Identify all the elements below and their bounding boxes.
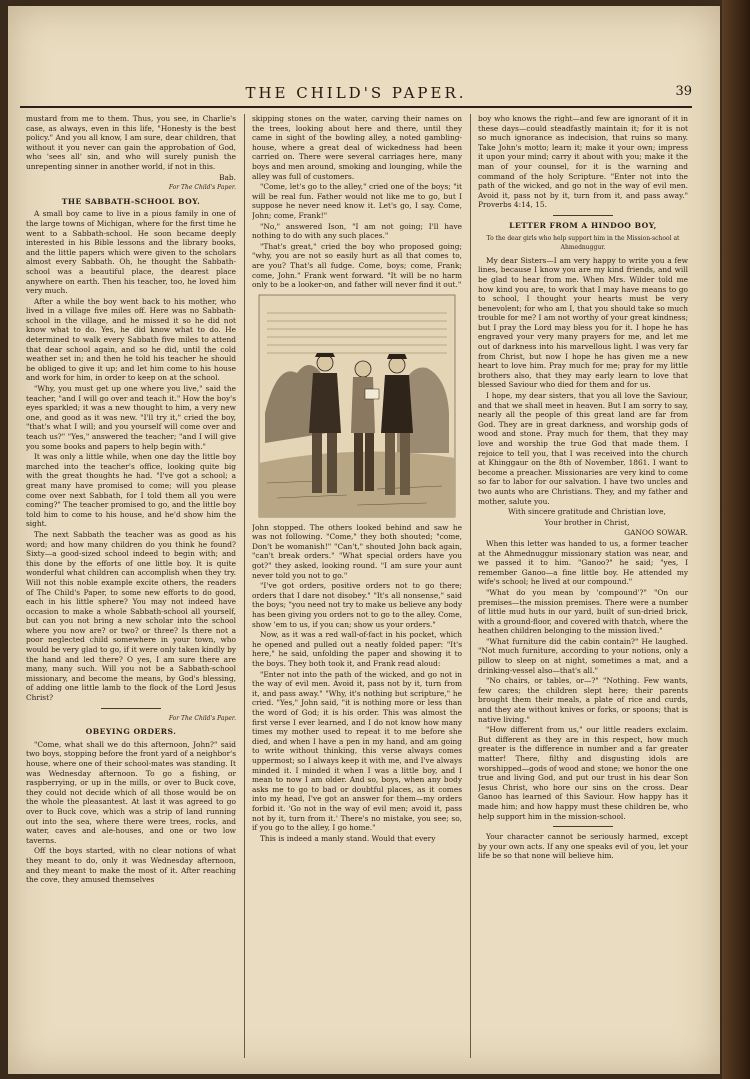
column-rule [244,114,245,1058]
footer-note: Your character cannot be seriously harmed, except by your own acts. If any one speaks evil of you, let your life be so that none will believe him. [478,832,688,861]
section-divider [553,215,613,216]
letter-subtitle: To the dear girls who help support him in the Mission-school at Ahmednuggur. [486,234,680,252]
column-rule [470,114,471,1058]
story-paragraph: This is indeed a manly stand. Would that every [260,833,436,843]
column-1 [26,114,236,1058]
story-title: OBEYING ORDERS. [85,727,177,737]
masthead-title: THE CHILD'S PAPER. [245,84,467,102]
intro-signature: Bab. [219,172,236,182]
story-paragraph: boy who knows the right—and few are ignorant of it in these days—could steadfastly maintain it; for it is not so much ignorance as indecision, that ruins so many. Take John's motto; learn it; make it your own; impress it upon your mind; carry it about with you; make it the man of your counsel, for it is the warning and command of the holy Scripture. "Enter not into the path of the wicked, and go not in the way of evil men. Avoid it, pass not by it, turn from it, and pass away." Proverbs 4:14, 15. [478,114,688,210]
story-paragraph: "I've got orders, positive orders not to go there; orders that I dare not disobey." "It's all nonsense," said the boys; "you need not try to make us believe any body has been giving you orders not to go to the alley. Come, show 'em to us, if you can; show us your orders." [252,581,462,629]
story-paragraph: "Why, you must get up one where you live," said the teacher, "and I will go over and teach it." How the boy's eyes sparkled; it was a new thought to him, a very new one, and good as it was new. "I'll try it," cried the boy, "that's what I will; and you yourself will come over and teach us?" "Yes," answered the teacher; "and I will give you some books and papers to help begin with." [26,384,236,451]
intro-paragraph: mustard from me to them. Thus, you see, in Charlie's case, as always, even in this life, "Honesty is the best policy." And you all know, I am sure, dear children, that without it you never can gain the approbation of God, who 'sees all' sin, and who will surely punish the unrepenting sinner in another world, if not in this. [26,114,236,171]
story-paragraph: Off the boys started, with no clear notions of what they meant to do, only it was Wednesday afternoon, and they meant to make the most of it. After reaching the cove, they amused themselves [26,846,236,885]
story-paragraph: "No," answered Ison, "I am not going; I'll have nothing to do with any such places." [252,221,462,241]
story-paragraph: The next Sabbath the teacher was as good as his word; and how many children do you think he found? Sixty—a good-sized school indeed to begin with; and this done by the efforts of one little boy. It is quite wonderful what children can accomplish when they try. Will not this noble example excite others, the readers of The Child's Paper, to some new efforts to do good, each in his little sphere? You may not indeed have occasion to make a whole Sabbath-school all yourself, but can you not bring a new scholar into the school where you now are? or two? or three? Is there not a poor neglected child somewhere in your town, who would be very glad to go, if it were only taken kindly by the hand and led there? O yes, I am sure there are many, many such. Will you not be a Sabbath-school missionary, and become the means, by God's blessing, of adding one little lamb to the flock of the Lord Jesus Christ? [26,529,236,703]
page-number: 39 [675,84,692,99]
story-title: THE SABBATH-SCHOOL BOY. [61,196,201,206]
story-paragraph: "How different from us," our little readers exclaim. But different as they are in this respect, how much greater is the difference in number and a far greater matter! There, filthy and disgusting idols are worshipped—gods of wood and stone; we honor the one true and living God, and put our trust in his dear Son Jesus Christ, who bore our sins on the cross. Dear Ganoo has learned of this Saviour. How happy has it made him; and how happy must these children be, who help support him in the mission-school. [478,725,688,821]
credit-line: For The Child's Paper. [168,184,236,192]
story-paragraph: Now, as it was a red wall-of-fact in his pocket, which he opened and pulled out a neatly folded paper: "It's here," he said, unfolding the paper and showing it to the boys. They both took it, and Frank read aloud: [252,630,462,668]
engraving-illustration [257,293,457,519]
section-divider [553,826,613,827]
story-paragraph: "Enter not into the path of the wicked, and go not in the way of evil men. Avoid it, pass not by it, turn from it, and pass away." "Why, it's nothing but scripture," he cried. "Yes," John said, "it is nothing more or less than the word of God; it is his order. This was almost the first verse I ever learned, and I do not know how many times my mother used to repeat it to me before she died, and when I have a pen in my hand, and am going to write without thinking, this verse always comes uppermost; so I always keep it with me, and I've always minded it. I minded it when I was a little boy, and I mean to now I am older. And so, boys, when any body asks me to go to bad or doubtful places, as it comes into my head, I've got an answer for them—my orders forbid it. 'Go not in the way of evil men; avoid it, pass not by it, turn from it.' There's no mistake, you see; so, if you go to the alley, I go home." [252,669,462,833]
section-divider [101,708,161,709]
story-paragraph: A small boy came to live in a pious family in one of the large towns of Michigan, where for the first time he went to a Sabbath-school. He soon became deeply interested in his Bible lessons and the library books, and the little papers which were given to the scholars almost every Sabbath. Oh, he thought the Sabbath-school was a beautiful place, the dearest place anywhere on earth. Then his teacher, too, he loved him very much. [26,209,236,296]
column-3 [478,114,688,1058]
story-paragraph: "No chairs, or tables, or—?" "Nothing. Few wants, few cares; the children slept here; their parents brought them their meals, a plate of rice and curds, and they ate without knives or forks, or spoons; that is native living." [478,676,688,724]
page-header [20,84,692,106]
story-paragraph: It was only a little while, when one day the little boy marched into the teacher's office, looking quite big with the great thoughts he had. "I've got a school; a great many have promised to come; will you please come over next Sabbath, for I told them all you were coming?" The teacher promised to go, and the little boy told him to come to his house, and he'd show him the sight. [26,452,236,529]
header-rule [20,106,692,108]
story-paragraph: "What do you mean by 'compound'?" "On our premises—the mission premises. There were a number of little mud huts in our yard, built of sun-dried brick, with a ground-floor, and covered with thatch, where the heathen children belonging to the mission lived." [478,587,688,636]
letter-paragraph: With sincere gratitude and Christian love, [508,507,666,517]
story-paragraph: "That's great," cried the boy who proposed going; "why, you are not so easily hurt as all that comes to, are you? That's all fudge. Come, boys; come, Frank; come, John." Frank went forward. "It will be no harm only to be a looker-on, and father will never find it out." [252,241,462,290]
story-paragraph: John stopped. The others looked behind and saw he was not following. "Come," they both shouted; "come, Don't be womanish!" "Can't," shouted John back again, "can't break orders." "What special orders have you got?" they asked, looking round. "I am sure your aunt never told you not to go." [252,522,462,580]
credit-line: For The Child's Paper. [168,714,236,722]
letter-title: LETTER FROM A HINDOO BOY, [509,220,657,230]
letter-paragraph: My dear Sisters—I am very happy to write you a few lines, because I know you are my kind friends, and will be glad to hear from me. When Mrs. Wilder told me how kind you are, to work that I may have means to go to school, I thought your hearts must be very benevolent; for who am I, that you should take so much trouble for me? I am not worthy of your great kindness; but I pray the Lord may bless you for it. I hope he has engraved your very many prayers for me, and let me out of darkness into his marvellous light. I was very far from Christ, but now I hope he has given me a new heart to love him. Pray much for me; pray for my little brothers also, that they may early learn to love that blessed Saviour who died for them and for us. [478,255,688,390]
letter-paragraph: I hope, my dear sisters, that you all love the Saviour, and that we shall meet in heaven. But I am sorry to say, nearly all the people of this great land are far from God. They are in great darkness, and worship gods of wood and stone. Pray much for them, that they may love and worship the true God that made them. I rejoice to tell you, that I was received into the church at Khinggaur on the 8th of November, 1861. I want to become a preacher. Missionaries are very kind to come so far to labor for our salvation. I have two uncles and two aunts who are Christians. They, and my father and mother, salute you. [478,391,688,506]
story-paragraph: skipping stones on the water, carving their names on the trees, looking about here and there, until they came in sight of the bowling alley, a noted gambling-house, where a great deal of wickedness had been carried on. There were several carriages here, many boys and men around, smoking and lounging, while the alley was full of customers. [252,114,462,181]
story-paragraph: "What furniture did the cabin contain?" He laughed. "Not much furniture, according to your notions, only a pillow to sleep on at night, sometimes a mat, and a drinking-vessel also—that's all." [478,636,688,675]
column-2 [252,114,462,1058]
letter-closing: Your brother in Christ, [544,517,630,527]
book-binding [722,0,750,1079]
story-paragraph: "Come, what shall we do this afternoon, John?" said two boys, stopping before the front yard of a neighbor's house, where one of their school-mates was standing. It was Wednesday afternoon. To go a fishing, or raspberrying, or up in the mills, or over to Buck cove, they could not decide which of all those would be on the whole the pleasantest. At last it was agreed to go over to Buck cove, which was a strip of land running out into the sea, where there were trees, rocks, and water, caves and ale-houses, and one or two low taverns. [26,739,236,845]
letter-signature: GANOO SOWAR. [624,528,688,538]
story-paragraph: "Come, let's go to the alley," cried one of the boys; "it will be real fun. Father would not like me to go, but I suppose he never need know it. Let's go, I say. Come, John; come, Frank!" [252,182,462,220]
story-paragraph: When this letter was handed to us, a former teacher at the Ahmednuggur missionary station was near, and we passed it to him. "Ganoo?" he said; "yes, I remember Ganoo—a fine little boy. He attended my wife's school; he lived at our compound." [478,538,688,587]
story-paragraph: After a while the boy went back to his mother, who lived in a village five miles off. Here was no Sabbath-school in the village, and he missed it so he did not know what to do. Yes, he did know what to do. He determined to walk every Sabbath five miles to attend that dear school again, and so he did, until the cold weather set in; and then he told his teacher he should be obliged to give it up; and let him come to his house and work for him, in order to keep on at the school. [26,296,236,383]
